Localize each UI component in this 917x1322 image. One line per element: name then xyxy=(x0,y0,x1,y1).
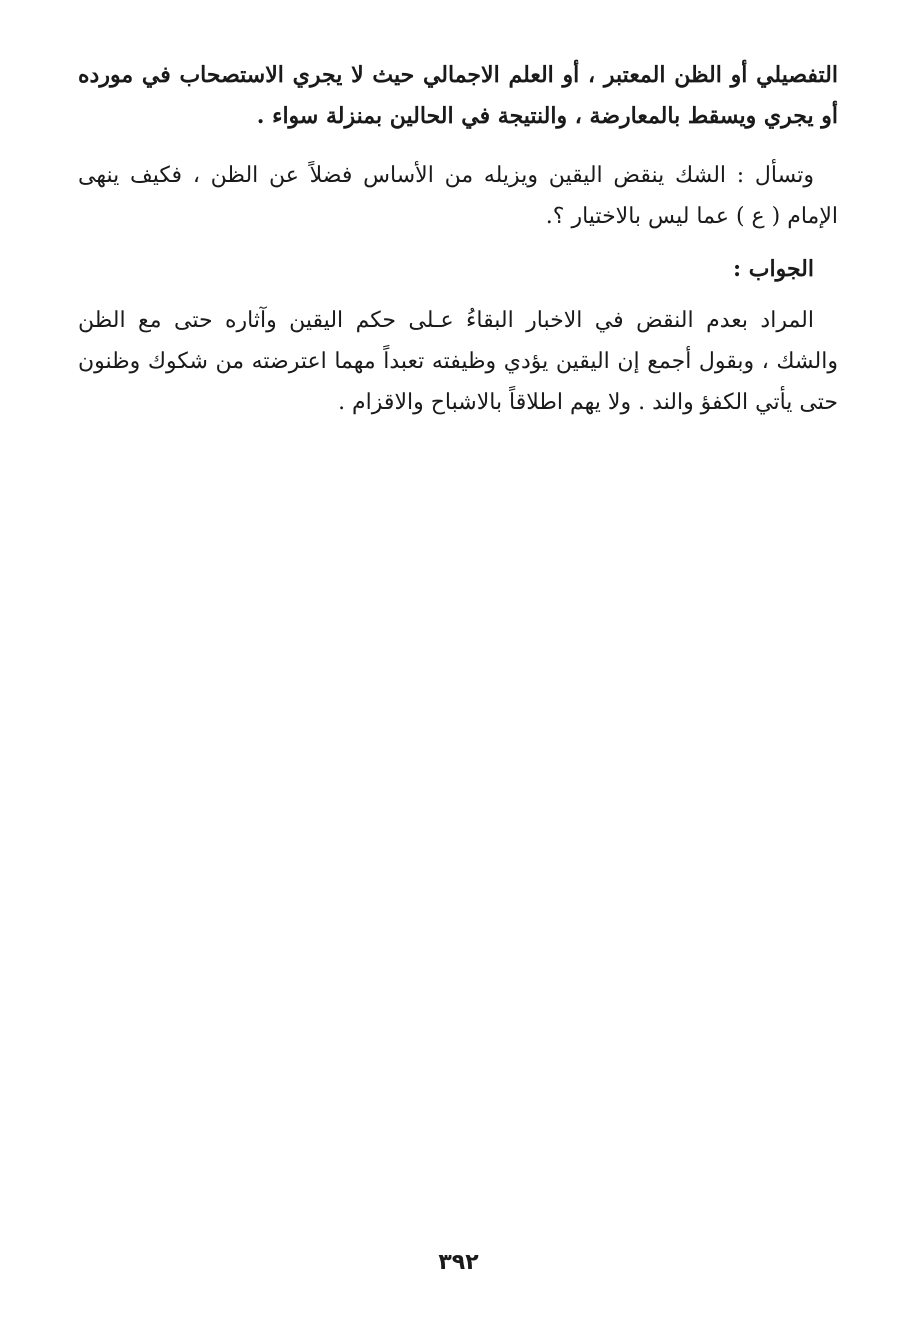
page-number: ٣٩٢ xyxy=(438,1250,479,1275)
answer-heading-block xyxy=(78,249,838,290)
paragraph-text: وتسأل : الشك ينقض اليقين ويزيله من الأساس فضلاً عن الظن ، فكيف ينهى الإمام ( ع ) عما ليس بالاختيار ؟. xyxy=(78,163,838,229)
paragraph-answer xyxy=(78,300,838,423)
paragraph-question xyxy=(78,155,838,237)
paragraph-continuation xyxy=(78,55,838,137)
paragraph-text: التفصيلي أو الظن المعتبر ، أو العلم الاجمالي حيث لا يجري الاستصحاب في مورده أو يجري ويسقط بالمعارضة ، والنتيجة في الحالين بمنزلة سواء . xyxy=(78,62,838,129)
paragraph-text: المراد بعدم النقض في الاخبار البقاءُ عـلى حكم اليقين وآثاره حتى مع الظن والشك ، وبقول أجمع إن اليقين يؤدي وظيفته تعبداً مهما اعترضته من شكوك وظنون حتى يأتي الكفؤ والند . ولا يهم اطلاقاً بالاشباح والاقزام . xyxy=(78,308,838,415)
answer-heading: الجواب : xyxy=(733,256,814,282)
